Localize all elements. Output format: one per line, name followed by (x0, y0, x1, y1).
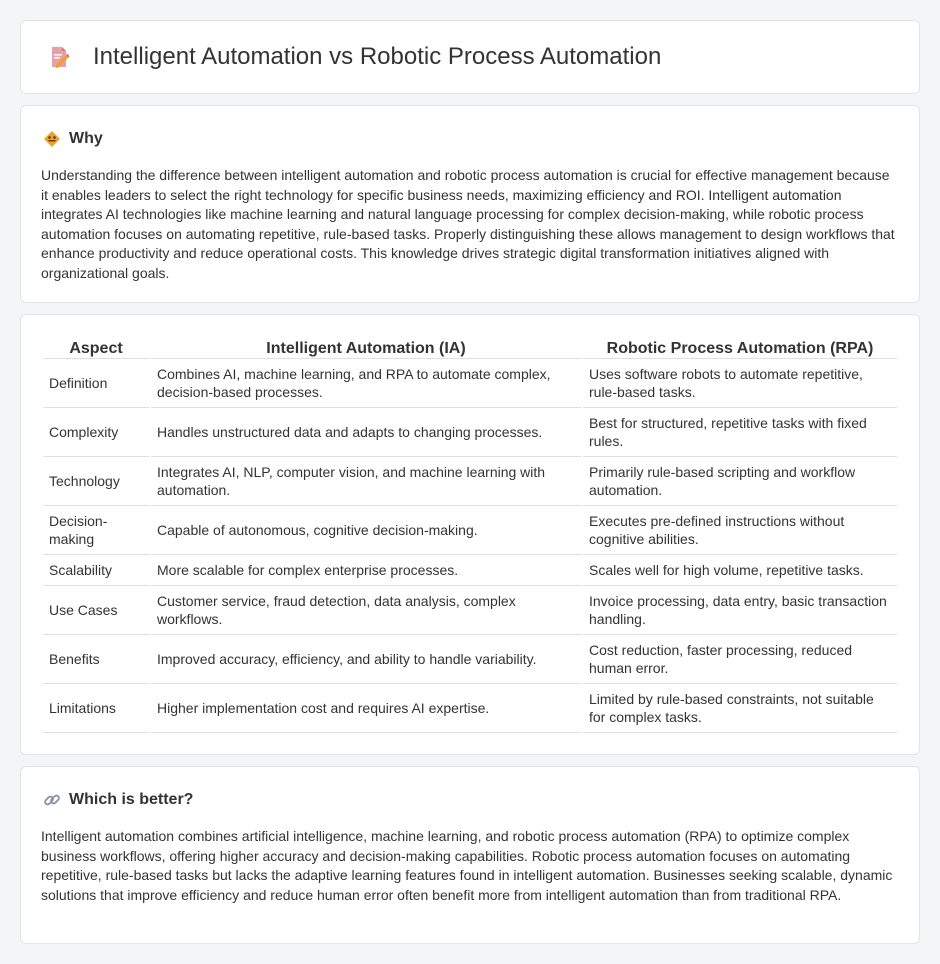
comparison-card (20, 314, 920, 755)
comparison-table (41, 335, 899, 733)
cell-ia: Integrates AI, NLP, computer vision, and machine learning with automation. (151, 457, 581, 506)
which-is-better-card (20, 766, 920, 944)
cell-ia: Customer service, fraud detection, data analysis, complex workflows. (151, 586, 581, 635)
header-rpa: Robotic Process Automation (RPA) (583, 335, 897, 359)
why-body: Understanding the difference between intelligent automation and robotic process automation is crucial for effective management because it enables leaders to select the right technology for specific business needs, maximizing efficiency and ROI. Intelligent automation integrates AI technologies like machine learning and natural language processing for complex decision-making, while robotic process automation focuses on automating repetitive, rule-based tasks. Properly distinguishing these allows management to design workflows that enhance productivity and reduce operational costs. This knowledge drives strategic digital transformation initiatives aligned with organizational goals. (41, 167, 895, 281)
why-heading: Why (69, 130, 103, 147)
table-row (43, 635, 897, 684)
cell-rpa: Executes pre-defined instructions without cognitive abilities. (583, 506, 897, 555)
cell-ia: Improved accuracy, efficiency, and ability to handle variability. (151, 635, 581, 684)
cell-aspect: Scalability (43, 555, 149, 586)
table-row (43, 506, 897, 555)
cell-rpa: Uses software robots to automate repetitive, rule-based tasks. (583, 359, 897, 408)
cell-rpa: Scales well for high volume, repetitive tasks. (583, 555, 897, 586)
cell-aspect: Technology (43, 457, 149, 506)
table-row (43, 457, 897, 506)
cell-rpa: Limited by rule-based constraints, not suitable for complex tasks. (583, 684, 897, 733)
cell-aspect: Complexity (43, 408, 149, 457)
cell-ia: Higher implementation cost and requires AI expertise. (151, 684, 581, 733)
which-is-better-heading: Which is better? (69, 791, 194, 808)
cell-rpa: Cost reduction, faster processing, reduced human error. (583, 635, 897, 684)
table-row (43, 408, 897, 457)
table-row (43, 586, 897, 635)
cell-aspect: Benefits (43, 635, 149, 684)
cell-rpa: Invoice processing, data entry, basic transaction handling. (583, 586, 897, 635)
cell-ia: Handles unstructured data and adapts to changing processes. (151, 408, 581, 457)
page-title: Intelligent Automation vs Robotic Process Automation (93, 43, 662, 70)
cell-aspect: Use Cases (43, 586, 149, 635)
table-header-row (43, 335, 897, 359)
cell-ia: More scalable for complex enterprise processes. (151, 555, 581, 586)
cell-ia: Capable of autonomous, cognitive decision-making. (151, 506, 581, 555)
why-card (20, 105, 920, 303)
cell-aspect: Definition (43, 359, 149, 408)
table-row (43, 684, 897, 733)
cell-aspect: Decision-making (43, 506, 149, 555)
cell-rpa: Primarily rule-based scripting and workflow automation. (583, 457, 897, 506)
table-row (43, 555, 897, 586)
link-icon (43, 791, 61, 809)
warning-sign-icon (43, 130, 61, 148)
header-aspect: Aspect (43, 335, 149, 359)
cell-ia: Combines AI, machine learning, and RPA to automate complex, decision-based processes. (151, 359, 581, 408)
cell-aspect: Limitations (43, 684, 149, 733)
which-is-better-body: Intelligent automation combines artificial intelligence, machine learning, and robotic process automation (RPA) to optimize complex business workflows, offering higher accuracy and decision-making capabilities. Robotic process automation focuses on automating repetitive, rule-based tasks but lacks the adaptive learning features found in intelligent automation. Businesses seeking scalable, dynamic solutions that improve efficiency and reduce human error often benefit more from intelligent automation than from traditional RPA. (41, 828, 893, 903)
table-row (43, 359, 897, 408)
cell-rpa: Best for structured, repetitive tasks with fixed rules. (583, 408, 897, 457)
title-card (20, 20, 920, 94)
document-pencil-icon (47, 45, 71, 69)
header-ia: Intelligent Automation (IA) (151, 335, 581, 359)
